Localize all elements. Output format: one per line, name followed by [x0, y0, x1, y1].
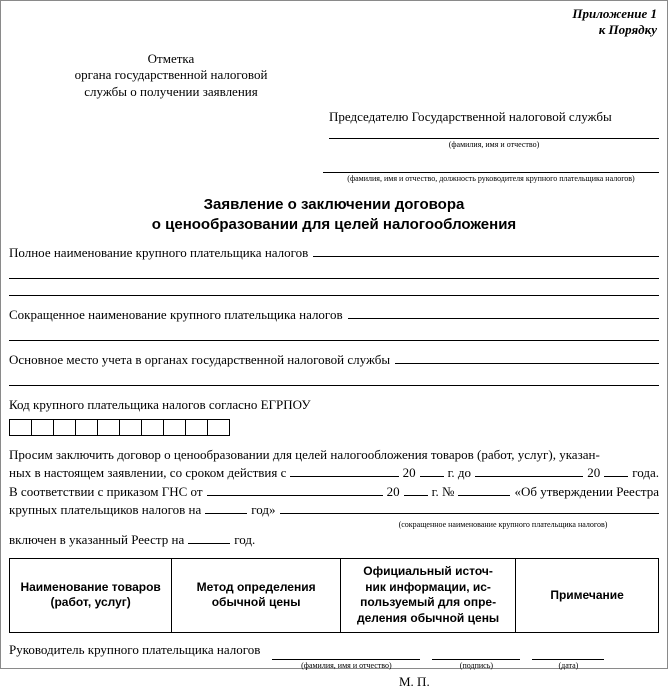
head-date-caption: (дата): [558, 660, 579, 670]
order-number-blank[interactable]: [458, 485, 510, 496]
head-name-blank[interactable]: [272, 646, 420, 660]
full-name-blank[interactable]: [313, 245, 659, 257]
form-title-line-2: о ценообразовании для целей налогообложения: [151, 215, 517, 233]
short-name-blank[interactable]: [348, 307, 659, 319]
short-name-field: [9, 307, 659, 324]
taxpayer-short-name-blank[interactable]: [280, 503, 659, 514]
inclusion-year-blank[interactable]: [188, 533, 230, 544]
head-signature-caption: (подпись): [459, 660, 494, 670]
head-date-column: [532, 646, 604, 672]
addressee-name-blank[interactable]: [329, 126, 659, 139]
egrpou-code-cell[interactable]: [9, 419, 32, 436]
goods-table: [9, 558, 659, 633]
term-end-date-blank[interactable]: [475, 466, 583, 477]
egrpou-code-cell[interactable]: [53, 419, 76, 436]
stamp-line-1: Отметка: [147, 50, 195, 66]
head-date-blank[interactable]: [532, 646, 604, 660]
term-start-date-blank[interactable]: [290, 466, 398, 477]
applicant-caption: (фамилия, имя и отчество, должность руководителя крупного плательщика налогов): [347, 174, 635, 184]
term-start-year-blank[interactable]: [420, 466, 444, 477]
egrpou-code-cell[interactable]: [31, 419, 54, 436]
goods-table-header-row: [10, 558, 659, 632]
registry-year-blank[interactable]: [205, 503, 247, 514]
head-name-caption: (фамилия, имя и отчество): [301, 660, 392, 670]
stamp-line-3: службы о получении заявления: [84, 84, 258, 100]
full-name-label: Полное наименование крупного плательщика налогов: [9, 245, 309, 261]
registration-place-extra-line[interactable]: [9, 369, 659, 386]
taxpayer-short-name-caption: (сокращенное наименование крупного плательщика налогов): [398, 520, 608, 530]
applicant-name-blank[interactable]: [323, 160, 659, 173]
applicant-block: [323, 160, 659, 185]
request-line-1: Просим заключить договор о ценообразовании для целей налогообложения товаров (работ, услуг), указан-: [9, 446, 600, 462]
col-goods-header: Наименование товаров (работ, услуг): [10, 558, 172, 632]
full-name-extra-line-1[interactable]: [9, 262, 659, 279]
term-end-year-blank[interactable]: [604, 466, 628, 477]
col-note-header: Примечание: [516, 558, 659, 632]
signature-row: [9, 642, 659, 672]
addressee-name-caption: (фамилия, имя и отчество): [448, 140, 540, 150]
egrpou-code-cell[interactable]: [119, 419, 142, 436]
egrpou-label: Код крупного плательщика налогов согласно ЕГРПОУ: [9, 396, 311, 412]
head-signature-column: [432, 646, 520, 672]
appendix-line-2: к Порядку: [598, 22, 657, 38]
addressee-title: Председателю Государственной налоговой службы: [329, 109, 612, 125]
registration-place-label: Основное место учета в органах государственной налоговой службы: [9, 351, 391, 367]
egrpou-code-cell[interactable]: [75, 419, 98, 436]
order-year-blank[interactable]: [404, 485, 428, 496]
request-line-2: ных в настоящем заявлении, со сроком действия с 20 г. до 20 года.: [9, 465, 660, 481]
seal-mark: М. П.: [399, 673, 430, 689]
egrpou-code-cell[interactable]: [97, 419, 120, 436]
form-title-line-1: Заявление о заключении договора: [203, 196, 465, 214]
short-name-extra-line[interactable]: [9, 324, 659, 341]
addressee-block: [329, 109, 659, 151]
egrpou-code-boxes: [9, 419, 659, 436]
registration-place-field: [9, 352, 659, 369]
egrpou-code-cell[interactable]: [185, 419, 208, 436]
col-method-header: Метод определения обычной цены: [172, 558, 341, 632]
request-line-4: крупных плательщиков налогов на год»: [9, 501, 659, 519]
full-name-field: [9, 245, 659, 262]
order-date-blank[interactable]: [207, 485, 383, 496]
stamp-line-2: органа государственной налоговой: [74, 67, 268, 83]
egrpou-code-cell[interactable]: [163, 419, 186, 436]
stamp-note: [37, 51, 305, 102]
full-name-extra-line-2[interactable]: [9, 279, 659, 296]
appendix-note: [9, 6, 659, 39]
col-source-header: Официальный источ- ник информации, ис- пользуемый для опре- деления обычной цены: [340, 558, 515, 632]
request-line-3: В соответствии с приказом ГНС от 20 г. № «Об утверждении Реестра: [9, 483, 659, 499]
head-label: Руководитель крупного плательщика налогов: [9, 641, 261, 657]
form-title: [9, 195, 659, 234]
egrpou-code-cell[interactable]: [141, 419, 164, 436]
registration-place-blank[interactable]: [395, 352, 659, 364]
appendix-line-1: Приложение 1: [572, 6, 657, 21]
request-line-5: включен в указанный Реестр на год.: [9, 532, 256, 548]
request-paragraph: [9, 446, 659, 550]
short-name-label: Сокращенное наименование крупного плательщика налогов: [9, 306, 343, 322]
head-name-column: [272, 646, 420, 672]
egrpou-code-cell[interactable]: [207, 419, 230, 436]
head-signature-blank[interactable]: [432, 646, 520, 660]
